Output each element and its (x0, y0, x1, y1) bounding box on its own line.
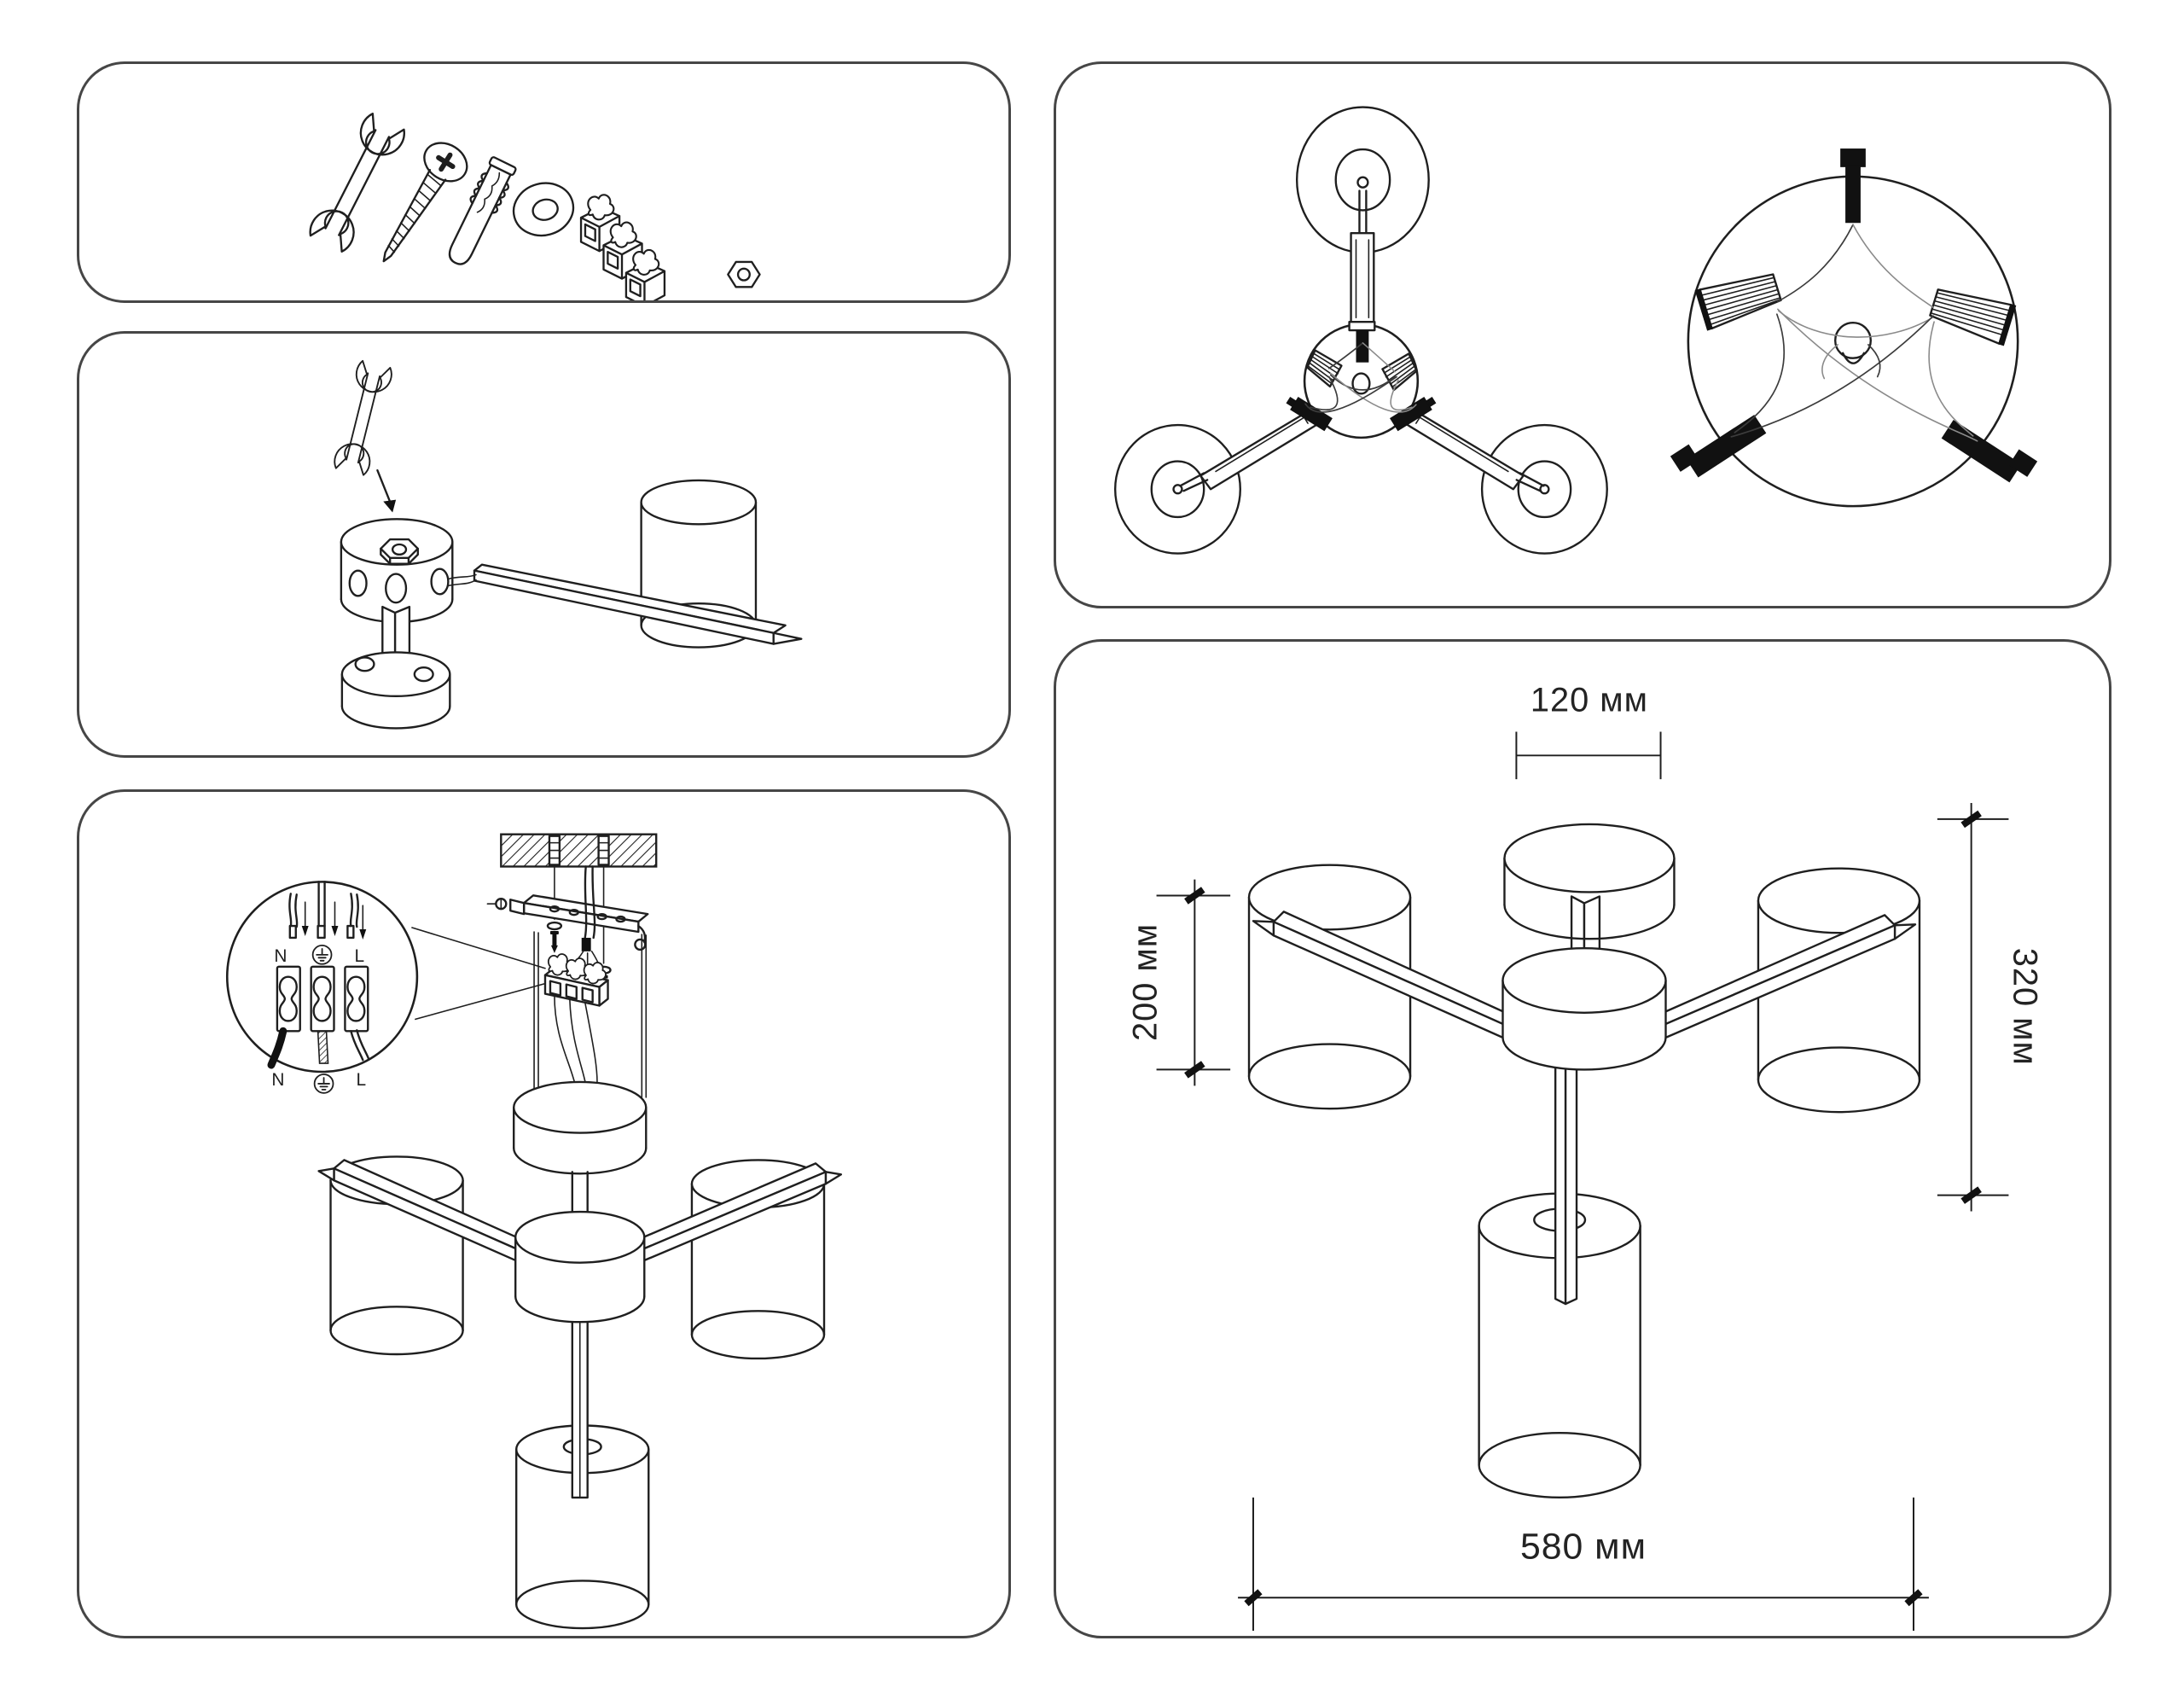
label-l-top: L (354, 946, 365, 966)
dimensions-illustration (1056, 642, 2109, 1636)
label-n-top: N (274, 946, 288, 966)
wire-earth-hatched (318, 1031, 328, 1063)
bundle-left (1695, 267, 1784, 331)
canopy (514, 1082, 646, 1173)
lamp-arm (474, 565, 801, 644)
mounting-bracket (487, 895, 648, 950)
dim-fixture-width (1238, 1498, 1929, 1631)
bottom-rod (1555, 1038, 1577, 1304)
dim-fixture-height-label: 320 мм (2006, 947, 2044, 1066)
dim-canopy-width (1516, 682, 1660, 780)
mounting-illustration (79, 792, 1008, 1636)
hub-assembly-illustration (79, 334, 1008, 755)
hub (1502, 948, 1665, 1069)
panel-hub-assembly (77, 331, 1011, 758)
fixture-top-view (1115, 108, 1607, 554)
hardware-illustration (79, 64, 1008, 300)
washer-icon (508, 177, 579, 242)
wiring-hub-detail (1670, 148, 2037, 506)
dim-shade-height (1127, 880, 1231, 1086)
wiring-inset (227, 882, 417, 1092)
inset-pointer-lines (412, 928, 545, 1019)
panel-dimensions (1054, 639, 2111, 1638)
hex-nut-icon (728, 262, 759, 287)
bundle-right (1928, 282, 2017, 346)
canopy-wires (555, 996, 597, 1091)
bottom-cap (342, 652, 450, 728)
chandelier (319, 1082, 841, 1628)
left-arm (1253, 911, 1511, 1039)
dim-fixture-width-label: 580 мм (1519, 1526, 1647, 1568)
label-n-bottom: N (271, 1069, 285, 1090)
hub (515, 1212, 644, 1322)
open-end-wrench-icon (307, 112, 408, 253)
right-arm (1658, 915, 1915, 1039)
bottom-rod (572, 1296, 588, 1498)
dim-canopy-width-label: 120 мм (1530, 681, 1649, 719)
panel-top-view (1054, 61, 2111, 608)
connector-bottom-right (1942, 410, 2037, 489)
top-view-illustration (1056, 64, 2109, 606)
right-shade (1758, 869, 1920, 1113)
connector-top (1840, 148, 1866, 223)
label-l-bottom: L (356, 1069, 367, 1090)
earth-icon-bottom (315, 1074, 334, 1093)
panel-hardware (77, 61, 1011, 303)
left-shade (1249, 865, 1410, 1109)
screw-washer-left (548, 922, 561, 953)
dim-shade-height-label: 200 мм (1126, 922, 1165, 1041)
hub-with-hex-nut (341, 519, 452, 622)
dim-fixture-height (1937, 803, 2044, 1212)
terminal-block-icon (581, 195, 665, 300)
panel-mounting-wiring (77, 789, 1011, 1638)
open-end-wrench-icon (333, 360, 393, 476)
ceiling-hatched (501, 835, 656, 867)
direction-arrow-icon (377, 470, 396, 512)
